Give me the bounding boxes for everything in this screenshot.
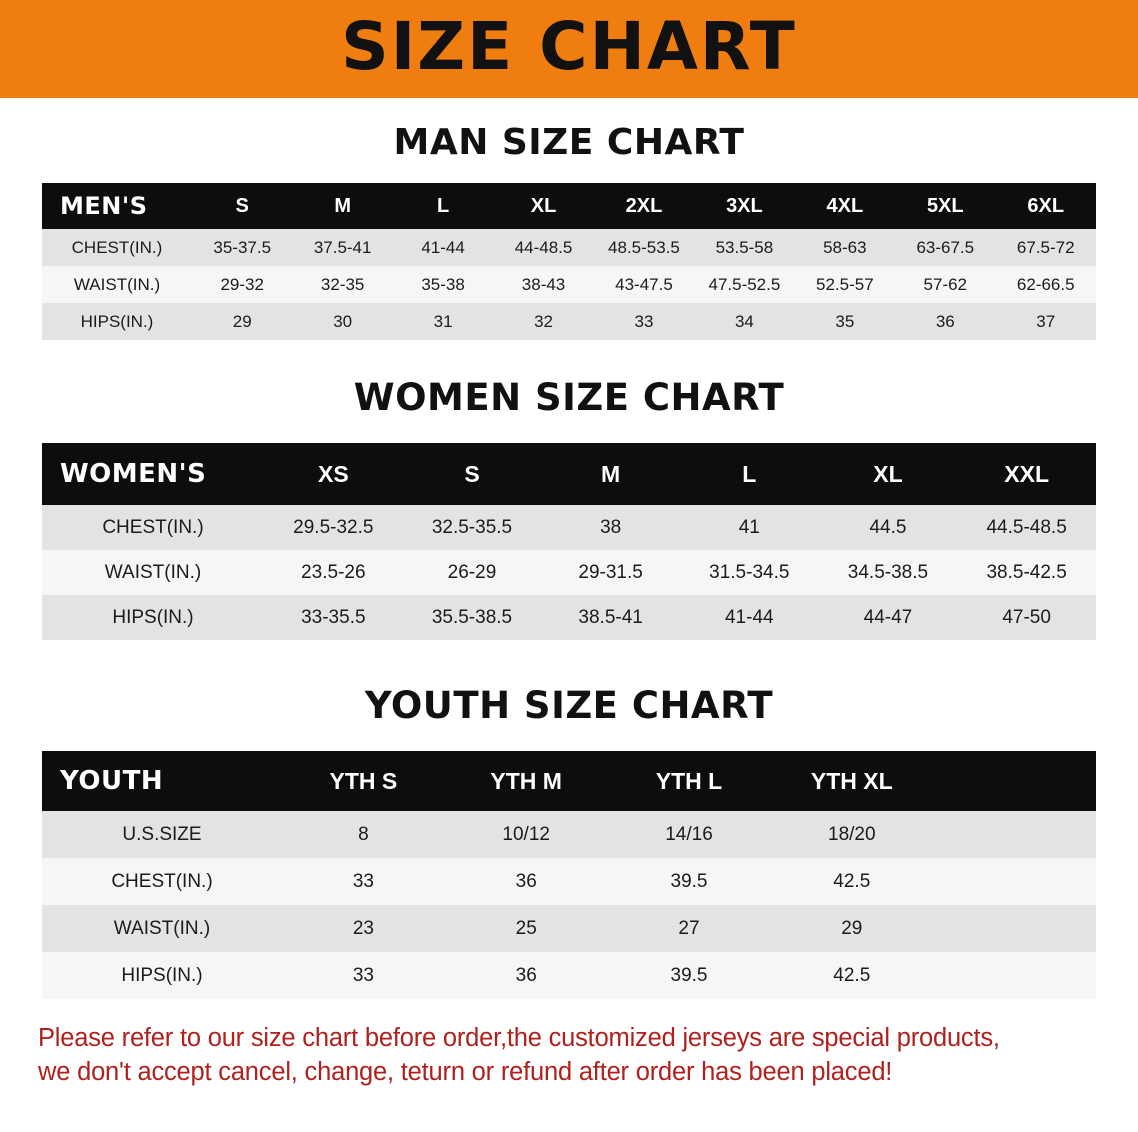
table-cell: 29 [841,917,863,939]
table-row [42,229,1096,266]
table-cell: 42.5 [833,870,871,892]
table-cell-spacer [933,905,1096,952]
table-cell: 57-62 [923,274,968,294]
table-cell: 37 [1036,311,1056,331]
table-cell: 32.5-35.5 [431,516,513,538]
table-cell: 34 [734,311,754,331]
table-cell: 33-35.5 [301,606,366,628]
youth-section-title: YOUTH SIZE CHART [364,684,774,727]
column-header: YOUTH [60,766,164,796]
table-cell: 67.5-72 [1016,237,1075,257]
table-cell: 32 [534,311,553,331]
table-cell: 35 [835,311,855,331]
row-label: CHEST(IN.) [102,516,204,538]
column-header: L [742,460,757,487]
column-header: YTH M [490,767,562,794]
table-cell: 38 [600,516,622,538]
table-row [42,811,1096,858]
table-cell: 39.5 [670,870,708,892]
women-table-body [42,505,1096,640]
table-cell: 29-32 [220,274,264,294]
row-label: CHEST(IN.) [71,237,163,257]
column-header: XL [530,194,557,217]
column-header: YTH XL [810,767,893,794]
column-header: L [436,194,450,217]
women-table-head [42,443,1096,505]
column-header: XXL [1004,460,1049,487]
table-cell: 39.5 [670,964,708,986]
table-cell: 29 [232,311,252,331]
column-header: YTH S [329,767,398,794]
column-header: 2XL [625,194,663,217]
disclaimer-line-1: Please refer to our size chart before order,the customized jerseys are special products, [38,1024,1000,1052]
table-cell: 29.5-32.5 [293,516,374,538]
table-cell: 33 [634,311,654,331]
table-cell: 27 [678,917,700,939]
row-label: WAIST(IN.) [104,561,202,583]
table-header-row [42,183,1096,229]
table-cell: 44.5-48.5 [986,516,1067,538]
table-cell: 23 [352,917,374,939]
women-section-title: WOMEN SIZE CHART [353,376,785,419]
table-row [42,266,1096,303]
page-banner [0,0,1138,98]
column-header: M [601,460,621,487]
table-cell: 31 [433,311,453,331]
table-cell: 63-67.5 [916,237,975,257]
table-cell: 38.5-42.5 [986,561,1067,583]
man-section-title: MAN SIZE CHART [393,122,745,163]
table-cell-spacer [933,952,1096,999]
table-cell: 43-47.5 [615,274,673,294]
table-cell-spacer [933,858,1096,905]
page-title: SIZE CHART [341,8,797,85]
table-cell: 58-63 [823,237,867,257]
table-cell: 41-44 [724,606,774,628]
table-cell: 36 [515,870,537,892]
table-cell: 47-50 [1002,606,1051,628]
table-row [42,595,1096,640]
table-cell: 14/16 [665,823,713,845]
row-label: HIPS(IN.) [80,311,154,331]
column-header: M [334,194,351,217]
table-row [42,303,1096,340]
column-header: S [464,460,480,487]
youth-table-head [42,751,1096,811]
table-row [42,905,1096,952]
table-row [42,505,1096,550]
table-cell: 33 [352,870,374,892]
table-row [42,550,1096,595]
table-cell-spacer [933,811,1096,858]
women-table-wrap [0,443,1138,640]
disclaimer-note [38,1021,1100,1089]
table-cell: 36 [935,311,955,331]
table-cell: 36 [515,964,537,986]
table-cell: 47.5-52.5 [708,274,781,294]
column-header-spacer [933,751,1096,811]
row-label: WAIST(IN.) [113,917,211,939]
table-cell: 37.5-41 [313,237,372,257]
table-cell: 10/12 [502,823,550,845]
table-cell: 42.5 [833,964,871,986]
man-table-wrap [0,183,1138,340]
table-cell: 44-48.5 [514,237,573,257]
column-header: 6XL [1027,194,1065,217]
youth-table-wrap [0,751,1138,999]
table-cell: 34.5-38.5 [847,561,929,583]
column-header: WOMEN'S [60,459,207,489]
row-label: CHEST(IN.) [111,870,213,892]
women-size-table [42,443,1096,640]
column-header: XL [873,460,903,487]
man-table-body [42,229,1096,340]
table-cell: 35.5-38.5 [431,606,513,628]
table-cell: 18/20 [828,823,876,845]
table-cell: 31.5-34.5 [709,561,790,583]
man-table-head [42,183,1096,229]
column-header: MEN'S [60,192,148,220]
table-cell: 41-44 [421,237,465,257]
disclaimer-line-2: we don't accept cancel, change, teturn or refund after order has been placed! [38,1058,893,1087]
column-header: S [235,194,249,217]
row-label: HIPS(IN.) [121,964,203,986]
table-cell: 35-38 [421,274,465,294]
table-cell: 25 [515,917,537,939]
column-header: 4XL [826,194,864,217]
table-header-row [42,443,1096,505]
table-cell: 33 [352,964,374,986]
table-cell: 52.5-57 [816,274,874,294]
table-cell: 62-66.5 [1016,274,1075,294]
column-header: 5XL [926,194,964,217]
table-cell: 23.5-26 [301,561,366,583]
row-label: HIPS(IN.) [112,606,194,628]
youth-size-table [42,751,1096,999]
table-cell: 35-37.5 [213,237,272,257]
column-header: XS [317,460,349,487]
row-label: WAIST(IN.) [73,274,161,294]
table-header-row [42,751,1096,811]
table-row [42,952,1096,999]
table-cell: 30 [333,311,353,331]
table-cell: 26-29 [447,561,497,583]
table-cell: 48.5-53.5 [608,237,680,257]
table-cell: 38-43 [521,274,566,294]
column-header: 3XL [726,194,763,217]
man-size-table [42,183,1096,340]
table-row [42,858,1096,905]
table-cell: 8 [358,823,369,845]
table-cell: 38.5-41 [578,606,643,628]
table-cell: 53.5-58 [715,237,774,257]
table-cell: 44-47 [863,606,913,628]
row-label: U.S.SIZE [122,823,202,845]
table-cell: 32-35 [320,274,365,294]
youth-table-body [42,811,1096,999]
table-cell: 41 [738,516,760,538]
table-cell: 29-31.5 [578,561,643,583]
table-cell: 44.5 [869,516,907,538]
column-header: YTH L [655,767,723,794]
